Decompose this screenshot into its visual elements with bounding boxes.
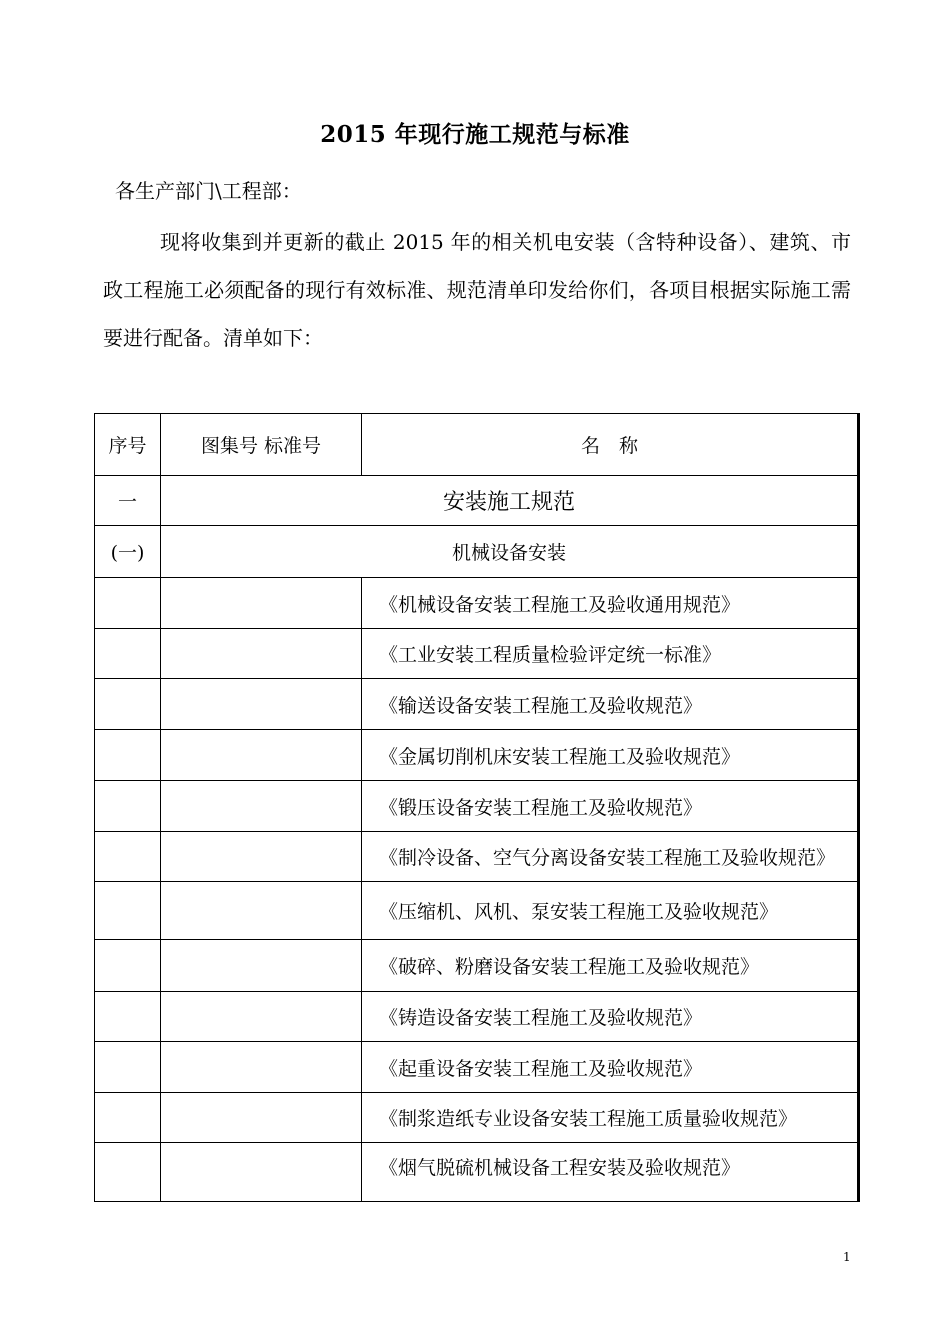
table-row [95, 578, 859, 629]
table-row [95, 1042, 859, 1093]
table-row [95, 781, 859, 832]
category-row [95, 476, 859, 526]
table-row [95, 992, 859, 1042]
row-seq [95, 992, 161, 1042]
row-name: 《金属切削机床安装工程施工及验收规范》 [362, 730, 859, 781]
row-name: 《制浆造纸专业设备安装工程施工质量验收规范》 [362, 1093, 859, 1143]
header-code: 图集号 标准号 [161, 414, 362, 476]
row-seq [95, 730, 161, 781]
row-name: 《工业安装工程质量检验评定统一标准》 [362, 629, 859, 679]
row-seq [95, 1042, 161, 1093]
table-row [95, 832, 859, 882]
row-code [161, 832, 362, 882]
row-seq [95, 1143, 161, 1202]
category-seq: 一 [95, 476, 161, 526]
row-seq [95, 1093, 161, 1143]
salutation: 各生产部门\工程部： [115, 179, 302, 203]
row-name: 《输送设备安装工程施工及验收规范》 [362, 679, 859, 730]
row-code [161, 578, 362, 629]
table-row [95, 679, 859, 730]
row-code [161, 1093, 362, 1143]
row-seq [95, 882, 161, 940]
table-row [95, 1143, 859, 1202]
row-seq [95, 629, 161, 679]
table-row [95, 629, 859, 679]
subcategory-row [95, 526, 859, 578]
row-code [161, 781, 362, 832]
table-row [95, 882, 859, 940]
row-seq [95, 578, 161, 629]
row-code [161, 1143, 362, 1202]
page-number: 1 [843, 1250, 851, 1264]
row-name: 《起重设备安装工程施工及验收规范》 [362, 1042, 859, 1093]
row-name: 《压缩机、风机、泵安装工程施工及验收规范》 [362, 882, 859, 940]
row-name: 《锻压设备安装工程施工及验收规范》 [362, 781, 859, 832]
row-name: 《破碎、粉磨设备安装工程施工及验收规范》 [362, 940, 859, 992]
row-seq [95, 679, 161, 730]
row-code [161, 629, 362, 679]
row-name: 《铸造设备安装工程施工及验收规范》 [362, 992, 859, 1042]
row-name: 《烟气脱硫机械设备工程安装及验收规范》 [362, 1143, 859, 1202]
row-code [161, 882, 362, 940]
row-code [161, 940, 362, 992]
row-seq [95, 781, 161, 832]
row-code [161, 1042, 362, 1093]
table-header-row [95, 414, 859, 476]
subcategory-label: 机械设备安装 [161, 526, 859, 578]
row-seq [95, 940, 161, 992]
row-name: 《机械设备安装工程施工及验收通用规范》 [362, 578, 859, 629]
intro-paragraph: 现将收集到并更新的截止 2015 年的相关机电安装（含特种设备）、建筑、市政工程施工必须配备的现行有效标准、规范清单印发给你们，各项目根据实际施工需要进行配备。清单如下： [103, 230, 851, 350]
table-row [95, 940, 859, 992]
row-code [161, 730, 362, 781]
subcategory-seq: (一) [95, 526, 161, 578]
header-seq: 序号 [95, 414, 161, 476]
table-row [95, 1093, 859, 1143]
standards-table [94, 413, 860, 1202]
category-label: 安装施工规范 [161, 476, 859, 526]
row-code [161, 992, 362, 1042]
header-name: 名 称 [362, 414, 859, 476]
table-row [95, 730, 859, 781]
row-code [161, 679, 362, 730]
row-seq [95, 832, 161, 882]
row-name: 《制冷设备、空气分离设备安装工程施工及验收规范》 [362, 832, 859, 882]
document-title: 2015 年现行施工规范与标准 [320, 121, 630, 148]
